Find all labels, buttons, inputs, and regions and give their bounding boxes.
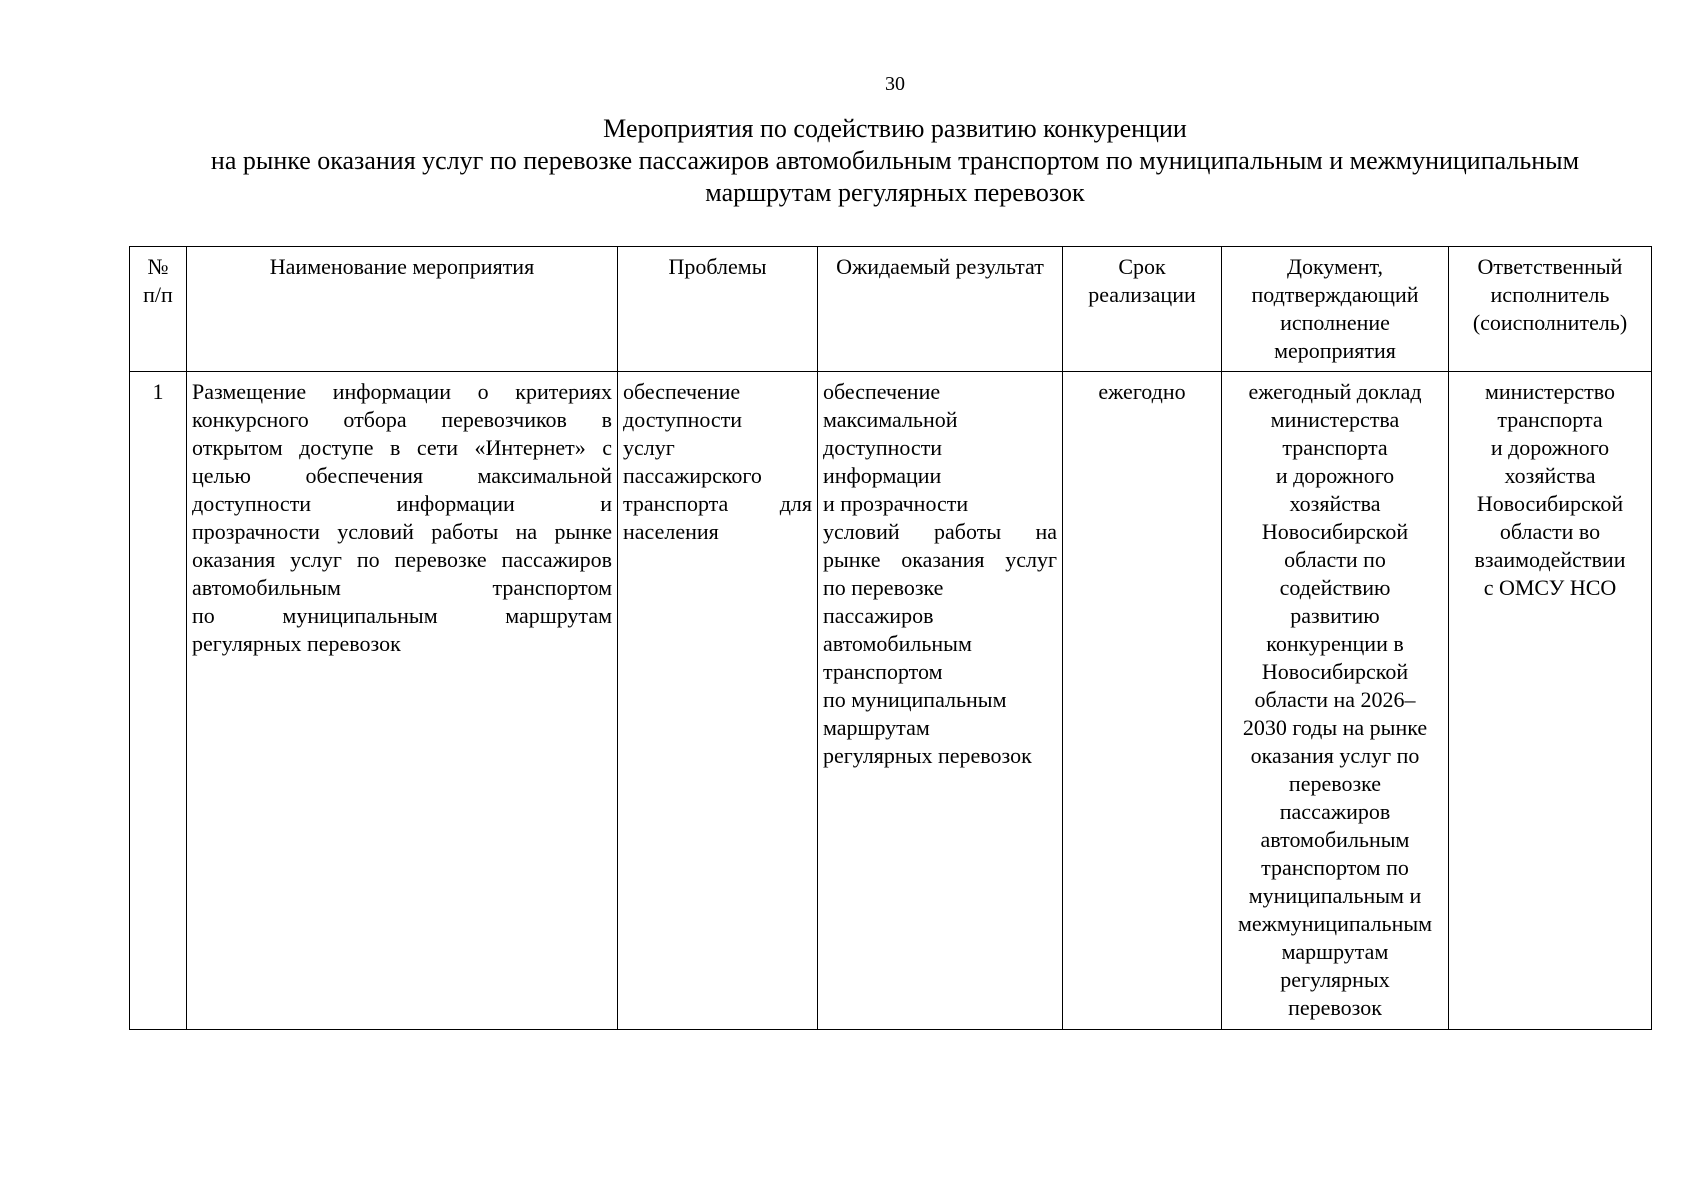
- header-document-line: Документ,: [1286, 254, 1383, 279]
- header-document-line: исполнение: [1280, 310, 1390, 335]
- cell-line: взаимодействии: [1474, 547, 1626, 572]
- cell-line: обеспечение: [623, 379, 741, 404]
- cell-line: автомобильным: [1260, 827, 1410, 852]
- title-line-2: на рынке оказания услуг по перевозке пассажиров автомобильным транспортом по муниципальным и межмуниципальным: [210, 146, 1580, 175]
- cell-line: Новосибирской: [1261, 519, 1409, 544]
- cell-line: транспортом по: [1261, 855, 1409, 880]
- cell-responsible: [1449, 372, 1652, 1030]
- cell-line: пассажирского: [623, 463, 762, 488]
- cell-document: [1222, 372, 1449, 1030]
- header-document-line: подтверждающий: [1251, 282, 1419, 307]
- cell-line: содействию: [1279, 575, 1391, 600]
- cell-line: по муниципальным маршрутам: [192, 603, 612, 628]
- cell-line: Новосибирской: [1261, 659, 1409, 684]
- cell-line: перевозок: [1288, 995, 1382, 1020]
- cell-line: по перевозке: [823, 575, 944, 600]
- cell-line: транспорта: [1282, 435, 1388, 460]
- table-header-row: [130, 247, 1652, 372]
- header-num: [130, 247, 187, 372]
- cell-line: услуг: [623, 435, 675, 460]
- header-term-line: Срок: [1118, 254, 1166, 279]
- cell-line: доступности: [623, 407, 743, 432]
- cell-line: доступности: [823, 435, 943, 460]
- header-document-line: мероприятия: [1274, 338, 1396, 363]
- cell-line: пассажиров: [1279, 799, 1391, 824]
- cell-name: [187, 372, 618, 1030]
- header-term: [1063, 247, 1222, 372]
- document-title: [100, 113, 1690, 209]
- cell-line: муниципальным и: [1248, 883, 1422, 908]
- cell-line: транспорта для: [623, 491, 812, 516]
- cell-line: пассажиров: [823, 603, 934, 628]
- cell-line: максимальной: [823, 407, 958, 432]
- cell-line: транспортом: [823, 659, 943, 684]
- header-num-line: п/п: [143, 282, 173, 307]
- cell-line: рынке оказания услуг: [823, 547, 1057, 572]
- cell-line: открытом доступе в сети «Интернет» с: [192, 435, 612, 460]
- cell-num: 1: [130, 372, 187, 1030]
- cell-line: регулярных перевозок: [192, 631, 401, 656]
- cell-line: по муниципальным: [823, 687, 1007, 712]
- header-responsible-line: (соисполнитель): [1472, 310, 1628, 335]
- cell-term: ежегодно: [1063, 372, 1222, 1030]
- title-line-1: Мероприятия по содействию развитию конкуренции: [603, 114, 1187, 143]
- cell-line: доступности информации и: [192, 491, 612, 516]
- cell-line: регулярных: [1280, 967, 1390, 992]
- cell-line: конкурсного отбора перевозчиков в: [192, 407, 612, 432]
- cell-line: оказания услуг по перевозке пассажиров: [192, 547, 612, 572]
- header-num-line: №: [147, 254, 169, 279]
- cell-line: области по: [1284, 547, 1386, 572]
- header-document: [1222, 247, 1449, 372]
- table-row: [130, 372, 1652, 1030]
- cell-line: перевозке: [1288, 771, 1382, 796]
- cell-line: прозрачности условий работы на рынке: [192, 519, 612, 544]
- cell-line: транспорта: [1497, 407, 1603, 432]
- cell-line: развитию: [1290, 603, 1380, 628]
- cell-line: оказания услуг по: [1250, 743, 1420, 768]
- header-responsible-line: Ответственный: [1477, 254, 1623, 279]
- header-name: Наименование мероприятия: [187, 247, 618, 372]
- cell-line: условий работы на: [823, 519, 1057, 544]
- cell-line: регулярных перевозок: [823, 743, 1032, 768]
- header-responsible-line: исполнитель: [1490, 282, 1610, 307]
- cell-line: обеспечение: [823, 379, 941, 404]
- cell-line: информации: [823, 463, 942, 488]
- cell-line: конкуренции в: [1266, 631, 1404, 656]
- cell-line: Новосибирской: [1476, 491, 1624, 516]
- measures-table: [129, 246, 1652, 1030]
- title-line-3: маршрутам регулярных перевозок: [705, 178, 1085, 207]
- cell-line: с ОМСУ НСО: [1483, 575, 1617, 600]
- cell-line: министерство: [1484, 379, 1615, 404]
- header-term-line: реализации: [1088, 282, 1196, 307]
- cell-line: 2030 годы на рынке: [1242, 715, 1428, 740]
- cell-line: межмуниципальным: [1237, 911, 1433, 936]
- cell-line: хозяйства: [1504, 463, 1596, 488]
- header-result: Ожидаемый результат: [818, 247, 1063, 372]
- cell-line: населения: [623, 519, 719, 544]
- page-number: 30: [885, 73, 905, 95]
- cell-line: Размещение информации о критериях: [192, 379, 612, 404]
- cell-line: ежегодный доклад: [1248, 379, 1422, 404]
- cell-line: хозяйства: [1289, 491, 1381, 516]
- cell-line: автомобильным транспортом: [192, 575, 612, 600]
- cell-line: области на 2026–: [1254, 687, 1416, 712]
- cell-result: [818, 372, 1063, 1030]
- cell-line: и дорожного: [1490, 435, 1610, 460]
- header-problems: Проблемы: [618, 247, 818, 372]
- cell-line: автомобильным: [823, 631, 972, 656]
- cell-line: и прозрачности: [823, 491, 969, 516]
- cell-line: области во: [1499, 519, 1601, 544]
- cell-line: маршрутам: [823, 715, 930, 740]
- cell-line: целью обеспечения максимальной: [192, 463, 612, 488]
- header-responsible: [1449, 247, 1652, 372]
- cell-line: министерства: [1270, 407, 1400, 432]
- cell-line: и дорожного: [1275, 463, 1395, 488]
- cell-problems: [618, 372, 818, 1030]
- cell-line: маршрутам: [1281, 939, 1389, 964]
